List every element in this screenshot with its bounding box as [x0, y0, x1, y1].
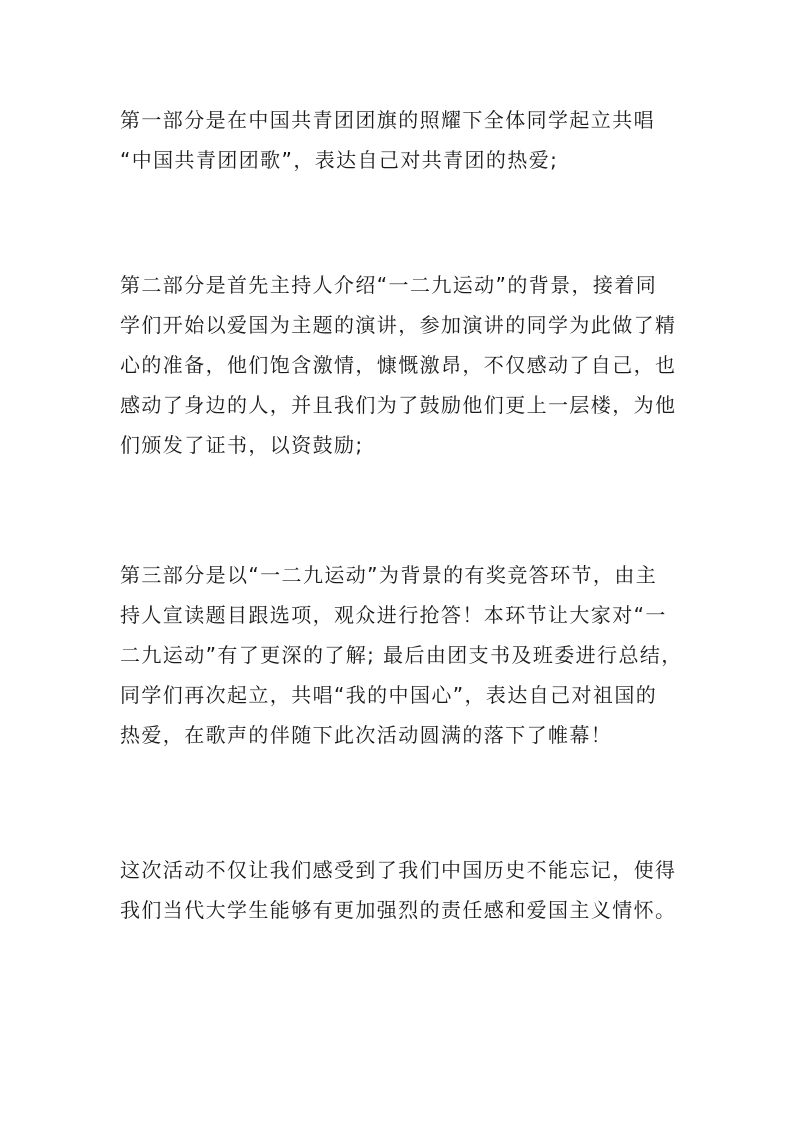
text-line: “中国共青团团歌”，表达自己对共青团的热爱; [120, 148, 559, 172]
text-line: 第一部分是在中国共青团团旗的照耀下全体同学起立共唱 [120, 108, 655, 132]
text-line: 持人宣读题目跟选项，观众进行抢答！本环节让大家对“一 [120, 603, 667, 627]
text-line: 感动了身边的人，并且我们为了鼓励他们更上一层楼，为他 [120, 393, 677, 417]
text-line: 二九运动”有了更深的了解; 最后由团支书及班委进行总结， [120, 643, 683, 667]
paragraph-part-two [120, 265, 700, 465]
paragraph-part-one [120, 100, 700, 180]
text-line: 第三部分是以“一二九运动”为背景的有奖竞答环节，由主 [120, 563, 658, 587]
text-line: 热爱，在歌声的伴随下此次活动圆满的落下了帷幕！ [120, 723, 613, 747]
text-line: 心的准备，他们饱含激情，慷慨激昂，不仅感动了自己，也 [120, 353, 677, 377]
paragraph-part-three [120, 555, 700, 755]
text-line: 学们开始以爱国为主题的演讲，参加演讲的同学为此做了精 [120, 313, 677, 337]
text-line: 们颁发了证书，以资鼓励; [120, 433, 364, 457]
paragraph-conclusion [120, 850, 700, 930]
text-line: 同学们再次起立，共唱“我的中国心”，表达自己对祖国的 [120, 683, 658, 707]
text-line: 我们当代大学生能够有更加强烈的责任感和爱国主义情怀。 [120, 898, 677, 922]
text-line: 第二部分是首先主持人介绍“一二九运动”的背景，接着同 [120, 273, 658, 297]
text-line: 这次活动不仅让我们感受到了我们中国历史不能忘记，使得 [120, 858, 677, 882]
